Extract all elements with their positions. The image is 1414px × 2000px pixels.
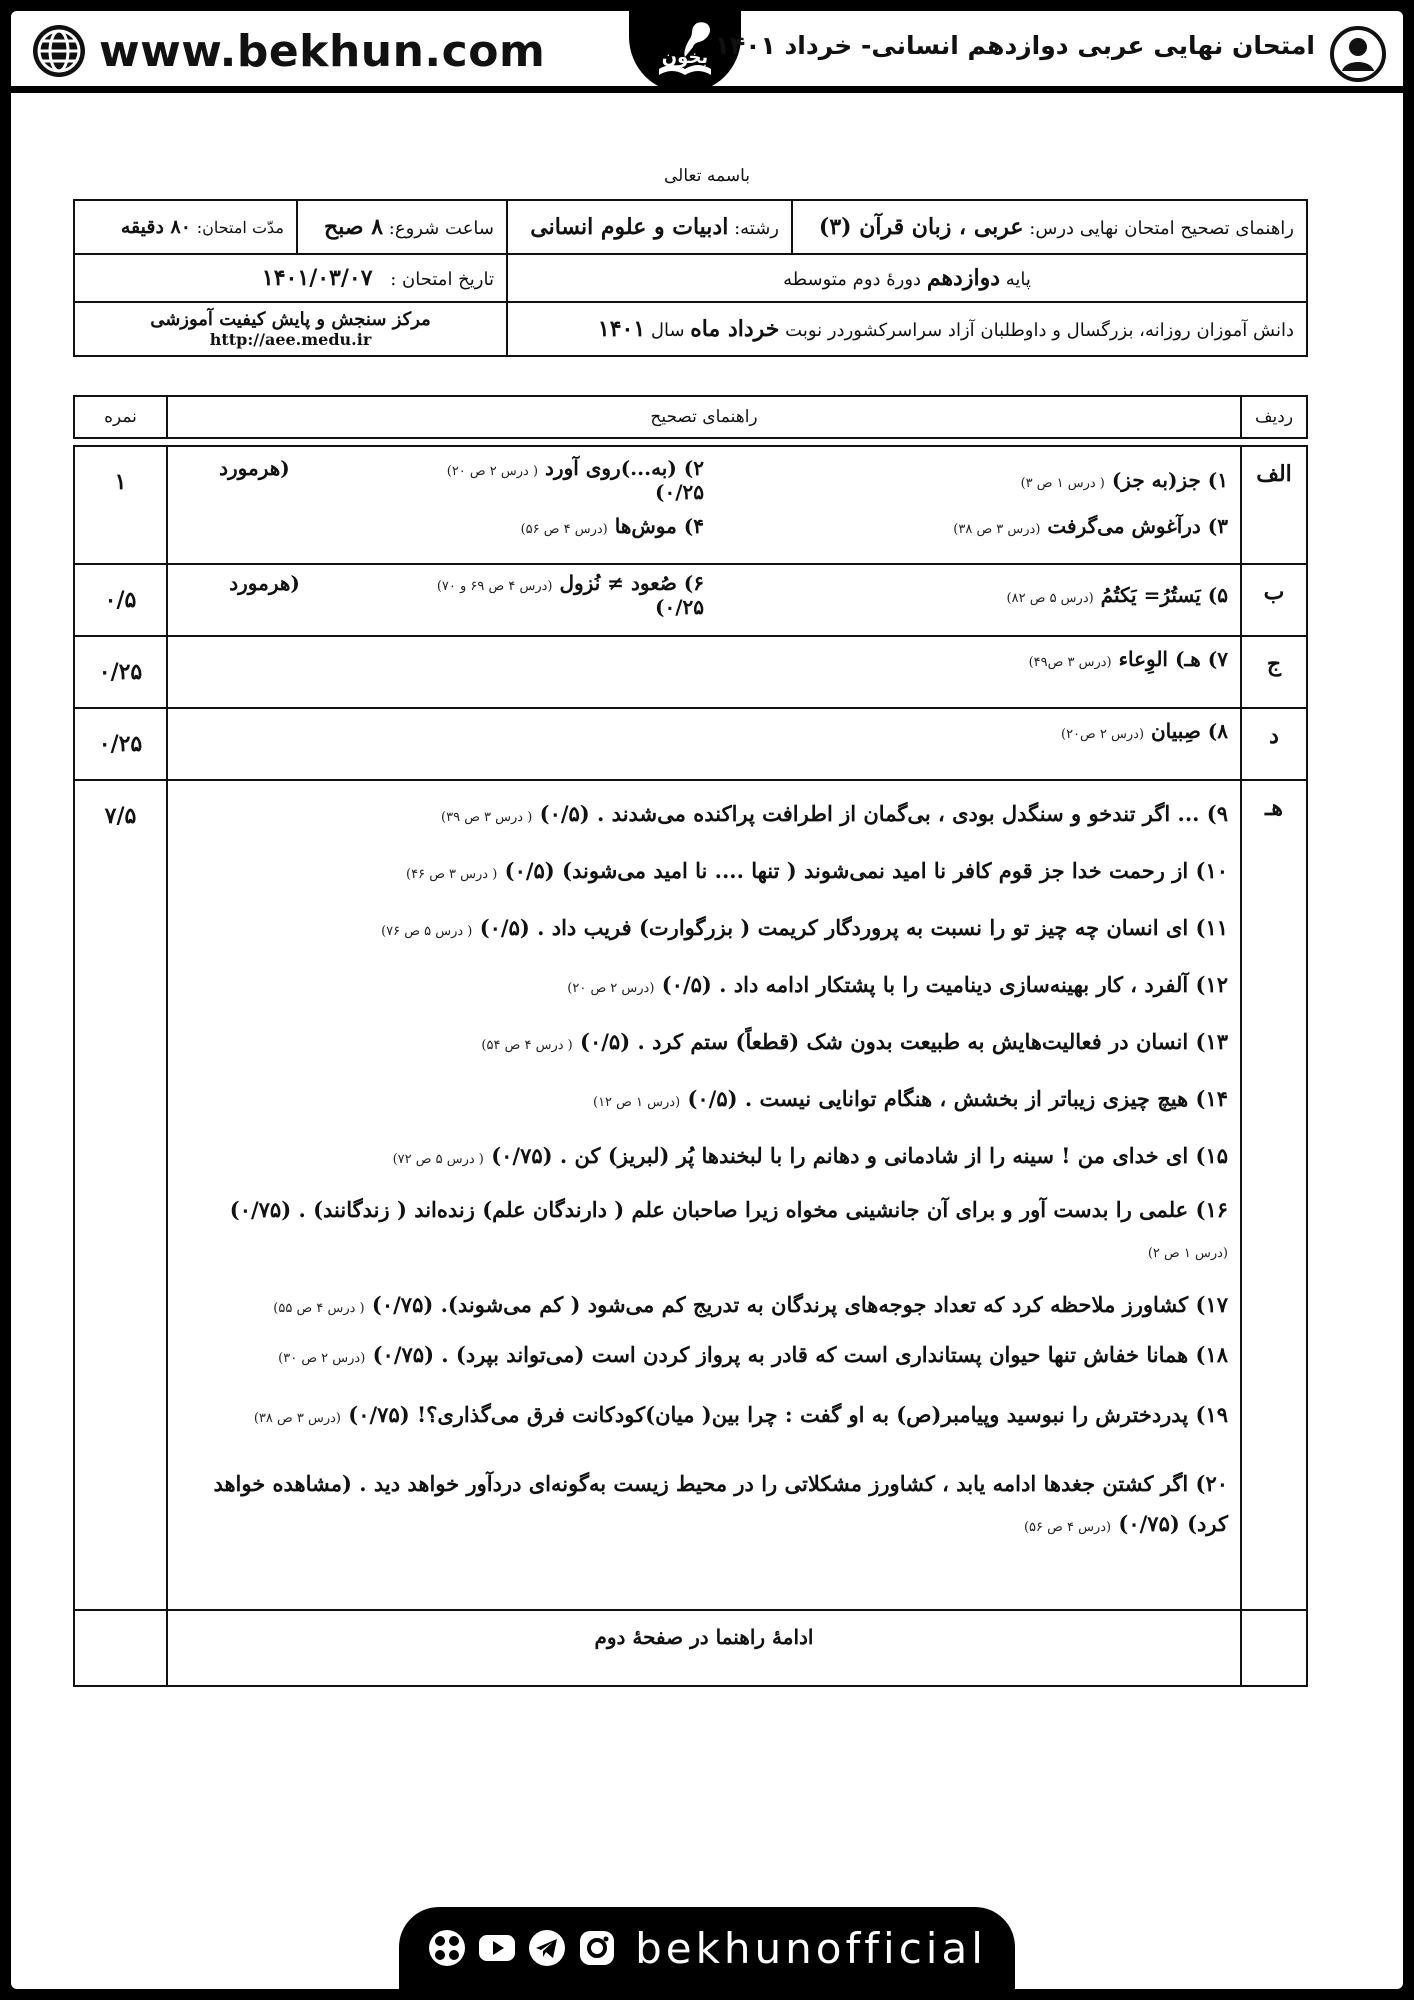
social-handle[interactable]: bekhunofficial: [635, 1923, 987, 1973]
table-row: [74, 1610, 1307, 1686]
answer-text: ۱۹) پدردخترش را نبوسید وپیامبر(ص) به او گفت : چرا بین( میان)کودکانت فرق می‌گذاری؟! (۰/۷۵): [348, 1401, 1228, 1427]
telegram-icon[interactable]: [527, 1928, 567, 1968]
translation-item: [180, 1184, 1228, 1280]
guide-label: راهنمای تصحیح امتحان نهایی درس:: [1029, 218, 1294, 239]
start-cell: [297, 200, 507, 254]
globe-icon: [31, 23, 87, 79]
lesson-ref: (درس ۳ ص ۳۸): [253, 1410, 341, 1426]
lesson-ref: ( درس ۴ ص ۵۴): [481, 1038, 573, 1053]
duration-label: مدّت امتحان:: [196, 218, 284, 237]
answer-text: ۹) ... اگر تندخو و سنگدل بودی ، بی‌گمان از اطرافت پراکنده می‌شدند . (۰/۵): [539, 801, 1228, 826]
empty-cell: [74, 1610, 167, 1686]
answer-text: ۱۲) آلفرد ، کار بهینه‌سازی دینامیت را با پشتکار ادامه داد . (۰/۵): [661, 972, 1228, 997]
answer-pair: [180, 571, 1228, 619]
row-label: هـ: [1241, 780, 1307, 1610]
session: خرداد ماه: [690, 316, 780, 342]
answer-cell: [167, 708, 1241, 780]
table-row: [74, 636, 1307, 708]
answer-pair: [180, 503, 1228, 549]
answer-text: ۵) یَستُرُ= یَکتُمُ: [1100, 583, 1228, 607]
answer-pair: [180, 457, 1228, 503]
lesson-ref: (درس ۲ ص۲۰): [1060, 727, 1145, 742]
answer-cell: [167, 446, 1241, 564]
user-icon[interactable]: [1329, 25, 1387, 83]
date-label: تاریخ امتحان :: [390, 269, 494, 290]
row-score: ۰/۲۵: [74, 708, 167, 780]
empty-cell: [1241, 1610, 1307, 1686]
start-label: ساعت شروع:: [388, 218, 494, 239]
social-footer: [399, 1907, 1015, 1989]
site-link[interactable]: [31, 23, 545, 79]
table-row: [74, 780, 1307, 1610]
grade-suffix: دورهٔ دوم متوسطه: [783, 269, 922, 290]
lesson-ref: (درس ۴ ص ۶۹ و ۷۰): [436, 579, 553, 594]
row-score: ۰/۲۵: [74, 636, 167, 708]
center-name: مرکز سنجش و پایش کیفیت آموزشی: [150, 309, 431, 330]
lesson-ref: (درس ۳ ص ۳۸): [953, 522, 1041, 537]
site-header: [11, 11, 1403, 93]
answer-text: ۳) درآغوش می‌گرفت: [1047, 514, 1228, 538]
translation-item: [180, 1013, 1228, 1070]
table-row: [74, 708, 1307, 780]
section-note: (هرمورد ۰/۲۵): [219, 456, 704, 504]
center-url[interactable]: http://aee.medu.ir: [209, 330, 372, 349]
answer-cell: [167, 564, 1241, 636]
answer-text: ۱) جز(به جز): [1111, 468, 1228, 492]
row-score: ۰/۵: [74, 564, 167, 636]
lesson-ref: (درس ۱ ص ۱۲): [593, 1095, 681, 1110]
answer-text: ۱۷) کشاورز ملاحظه کرد که تعداد جوجه‌های پرندگان به تدریج کم می‌شود ( کم می‌شوند). (۰/۷۵): [371, 1291, 1228, 1317]
center-cell: [74, 302, 507, 356]
lesson-ref: ( درس ۳ ص ۳۹): [441, 810, 533, 825]
answer-text: ۸) صِبیان: [1150, 719, 1228, 743]
subject: عربی ، زبان قرآن (۳): [818, 214, 1024, 240]
row-label: د: [1241, 708, 1307, 780]
quill-book-icon: [645, 17, 725, 87]
translation-item: [180, 956, 1228, 1013]
lesson-ref: (درس ۴ ص ۵۶): [1023, 1519, 1112, 1535]
answer-item: [180, 514, 704, 538]
lesson-ref: (درس ۲ ص ۲۰): [567, 981, 655, 996]
exam-header-title: امتحان نهایی عربی دوازدهم انسانی- خرداد ۱۴۰۱: [714, 31, 1315, 60]
lesson-ref: ( درس ۳ ص ۴۶): [406, 867, 498, 882]
section-note: (هرمورد ۰/۲۵): [229, 571, 704, 619]
row-score: ۱: [74, 446, 167, 564]
answer-text: ۴) موش‌ها: [614, 514, 704, 538]
row-label: ب: [1241, 564, 1307, 636]
table-row: [74, 564, 1307, 636]
translation-item: [180, 1127, 1228, 1184]
date-cell: [74, 254, 507, 302]
field: ادبیات و علوم انسانی: [530, 214, 729, 240]
field-cell: [507, 200, 792, 254]
exam-info-table: [73, 199, 1308, 357]
answer-text: ۱۶) علمی را بدست آور و برای آن جانشینی مخواه زیرا صاحبان علم ( دارندگان علم) زنده‌اند ( زندگانند) . (۰/۷۵): [229, 1197, 1228, 1222]
answer-text: ۱۸) همانا خفاش تنها حیوان پستانداری است که قادر به پرواز کردن است (می‌تواند بپرد) . (۰/۷۵): [372, 1341, 1228, 1367]
translation-item: [180, 842, 1228, 899]
table-row: [74, 446, 1307, 564]
exam-date: ۱۴۰۱/۰۳/۰۷: [261, 265, 373, 291]
row-label: ج: [1241, 636, 1307, 708]
answer-item: [704, 583, 1228, 607]
translation-item: [180, 1380, 1228, 1450]
field-label: رشته:: [734, 218, 779, 239]
lesson-ref: ( درس ۵ ص ۷۶): [381, 924, 473, 939]
lesson-ref: (درس ۲ ص ۳۰): [278, 1350, 366, 1366]
answer-text: ۱۰) از رحمت خدا جز قوم کافر نا امید نمی‌شوند ( تنها .... نا امید می‌شوند) (۰/۵): [504, 858, 1228, 883]
subject-cell: [792, 200, 1307, 254]
translation-item: [180, 1280, 1228, 1330]
year: ۱۴۰۱: [597, 316, 646, 342]
translation-item: [180, 1070, 1228, 1127]
column-header-table: [73, 395, 1308, 439]
col-guide: راهنمای تصحیح: [167, 396, 1241, 438]
answer-item: [704, 468, 1228, 492]
translation-item: [180, 785, 1228, 842]
students-text: دانش آموزان روزانه، بزرگسال و داوطلبان آزاد سراسرکشوردر نوبت: [785, 320, 1294, 341]
grade: دوازدهم: [926, 265, 1001, 291]
students-cell: [507, 302, 1307, 356]
answer-text: ۱۳) انسان در فعالیت‌هایش به طبیعت بدون شک (قطعاً) ستم کرد . (۰/۵): [580, 1029, 1228, 1054]
lesson-ref: ( درس ۲ ص ۲۰): [446, 464, 539, 479]
col-row: ردیف: [1241, 396, 1307, 438]
site-url[interactable]: www.bekhun.com: [99, 25, 546, 77]
grade-prefix: پایه: [1005, 269, 1031, 290]
translation-item: [180, 1330, 1228, 1380]
start-time: ۸ صبح: [324, 214, 384, 240]
lesson-ref: (درس ۱ ص ۲): [1147, 1245, 1228, 1261]
lesson-ref: ( درس ۱ ص ۳): [1020, 476, 1105, 491]
lesson-ref: (درس ۳ ص۴۹): [1028, 655, 1112, 670]
youtube-icon[interactable]: [477, 1928, 517, 1968]
answer-text: ۱۱) ای انسان چه چیز تو را نسبت به پروردگار کریمت ( بزرگوارت) فریب داد . (۰/۵): [479, 915, 1228, 940]
row-label: الف: [1241, 446, 1307, 564]
duration: ۸۰ دقیقه: [120, 216, 191, 238]
answer-text: ۱۴) هیچ چیزی زیباتر از بخشش ، هنگام توانایی نیست . (۰/۵): [687, 1086, 1228, 1111]
answer-text: ۶) صُعود ≠ نُزول: [559, 571, 704, 595]
basmala: باسمه تعالی: [664, 166, 750, 186]
page-frame: [11, 11, 1403, 1989]
answer-cell: [167, 636, 1241, 708]
answer-text: ۲) (به...)روی آورد: [545, 456, 704, 480]
answer-cell: [167, 780, 1241, 1610]
answers-table: [73, 445, 1308, 1687]
answer-item: [180, 571, 704, 619]
lesson-ref: (درس ۴ ص ۵۶): [520, 522, 608, 537]
duration-cell: [74, 200, 297, 254]
instagram-icon[interactable]: [577, 1928, 617, 1968]
row-score: ۷/۵: [74, 780, 167, 1610]
logo-text: بخون: [661, 47, 709, 68]
lesson-ref: ( درس ۵ ص ۷۲): [392, 1152, 484, 1167]
answer-text: ۷) هـ) الوِعاء: [1118, 647, 1228, 671]
aparat-icon[interactable]: [427, 1928, 467, 1968]
continuation-note: ادامهٔ راهنما در صفحهٔ دوم: [167, 1610, 1241, 1686]
answer-item: [704, 514, 1228, 538]
lesson-ref: (درس ۵ ص ۸۲): [1006, 591, 1094, 606]
grade-cell: [507, 254, 1307, 302]
lesson-ref: ( درس ۴ ص ۵۵): [273, 1300, 365, 1316]
answer-text: ۱۵) ای خدای من ! سینه را از شادمانی و دهانم را با لبخندها پُر (لبریز) کن . (۰/۷۵): [491, 1143, 1228, 1168]
answer-item: [180, 456, 704, 504]
year-label: سال: [650, 320, 685, 341]
col-score: نمره: [74, 396, 167, 438]
translation-item: [180, 1450, 1228, 1544]
answer-text: ۲۰) اگر کشتن جغدها ادامه یابد ، کشاورز مشکلاتی را در محیط زیست به‌گونه‌ای دردآور خواهد دید . (مشاهده خواهد کرد) (۰/۷۵): [213, 1470, 1228, 1536]
translation-item: [180, 899, 1228, 956]
